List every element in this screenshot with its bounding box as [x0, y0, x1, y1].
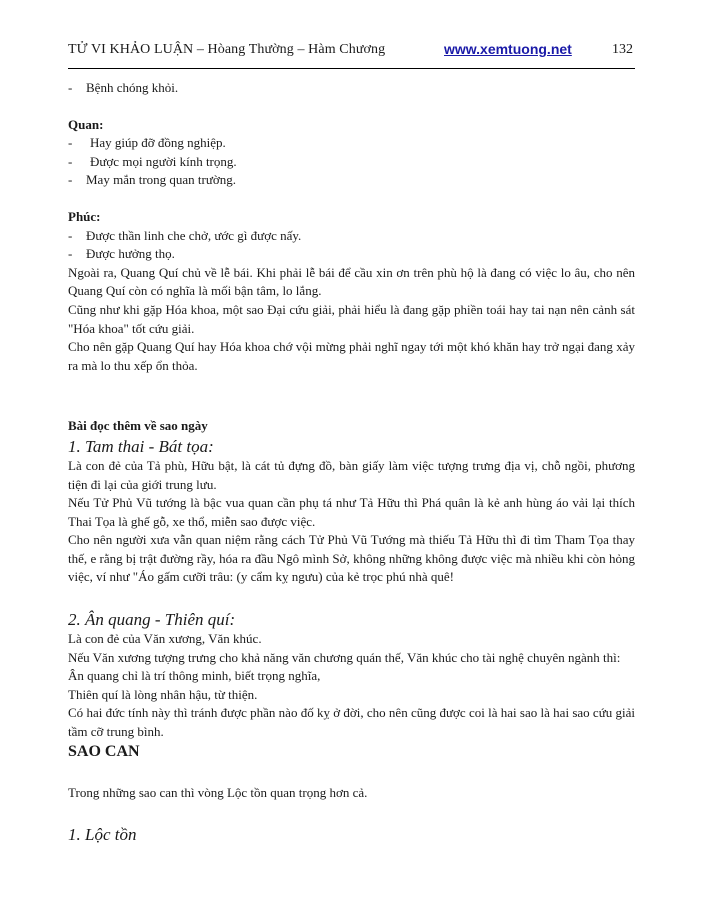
header-rule: [68, 68, 635, 69]
paragraph: Nếu Văn xương tượng trưng cho khả năng văn chương quán thế, Văn khúc cho tài nghệ chuyên ngành thì:: [68, 649, 621, 665]
paragraph: Cho nên người xưa vẫn quan niệm rằng cách Tử Phủ Vũ Tướng mà thiếu Tả Hữu thì đi tìm Tham Tọa thay thế, e rằng bị trật đường rầy, hóa ra đầu Ngô mình Sở, không những không được việc mà nhiều khi còn hỏng việc, ví như "Áo gấm cưỡi trâu: (y cẩm kỵ ngưu) của kẻ trọc phú nhà quê!: [68, 532, 635, 585]
paragraph: Cũng như khi gặp Hóa khoa, một sao Đại cứu giải, phải hiểu là đang gặp phiền toái hay tai nạn nên cảnh sát "Hóa khoa" tốt cứu giải.: [68, 301, 635, 336]
section-title: 1. Tam thai - Bát tọa:: [68, 436, 214, 456]
page-content: [68, 79, 635, 845]
extra-reading-heading: Bài đọc thêm về sao ngày: [68, 418, 208, 434]
paragraph: Nếu Tử Phủ Vũ tướng là bậc vua quan cần phụ tá như Tả Hữu thì Phá quân là kẻ anh hùng áo vải lại thích Thai Tọa là ghế gỗ, xe thổ, miễn sao được việc.: [68, 495, 635, 529]
list-item: - Được mọi người kính trọng.: [68, 153, 237, 169]
list-item: - Bệnh chóng khỏi.: [68, 80, 179, 95]
list-item: - Được thần linh che chở, ước gì được nấy.: [68, 227, 302, 243]
paragraph: Ngoài ra, Quang Quí chủ về lễ bái. Khi phải lễ bái để cầu xin ơn trên phù hộ là đang có việc lo âu, cho nên Quang Quí còn có nghĩa là mối bận tâm, lo lắng.: [68, 264, 635, 299]
sao-can-heading: SAO CAN: [68, 742, 140, 760]
paragraph: Là con đẻ của Văn xương, Văn khúc.: [68, 631, 262, 647]
section-title: 1. Lộc tồn: [68, 825, 137, 845]
section-label-phuc: Phúc:: [68, 208, 101, 224]
paragraph: Có hai đức tính này thì tránh được phần nào đố kỵ ở đời, cho nên cũng được coi là hai sao là hai sao cứu giải tầm cỡ trung bình.: [68, 705, 635, 740]
website-link[interactable]: www.xemtuong.net: [444, 41, 572, 57]
paragraph: Thiên quí là lòng nhân hậu, từ thiện.: [68, 686, 258, 702]
list-item: - Hay giúp đỡ đồng nghiệp.: [68, 135, 226, 151]
page-header: [68, 40, 635, 70]
section-title: 2. Ân quang - Thiên quí:: [68, 610, 236, 630]
list-item: - May mắn trong quan trường.: [68, 172, 237, 188]
list-item: - Được hưởng thọ.: [68, 246, 175, 262]
section-label-quan: Quan:: [68, 116, 104, 132]
header-title: TỬ VI KHẢO LUẬN – Hòang Thường – Hàm Chương: [68, 42, 386, 57]
paragraph: Ân quang chỉ là trí thông minh, biết trọng nghĩa,: [68, 668, 321, 684]
paragraph: Trong những sao can thì vòng Lộc tồn quan trọng hơn cả.: [68, 784, 368, 800]
page-number: 132: [612, 42, 633, 57]
paragraph: Là con đẻ của Tả phù, Hữu bật, là cát tủ đựng đồ, bàn giấy làm việc tượng trưng địa vị, chỗ ngồi, phương tiện đi lại của giới trung lưu.: [68, 457, 635, 492]
paragraph: Cho nên gặp Quang Quí hay Hóa khoa chớ vội mừng phải nghĩ ngay tới một khó khăn hay trở ngại đang xảy ra mà lo thu xếp ổn thỏa.: [68, 339, 635, 373]
